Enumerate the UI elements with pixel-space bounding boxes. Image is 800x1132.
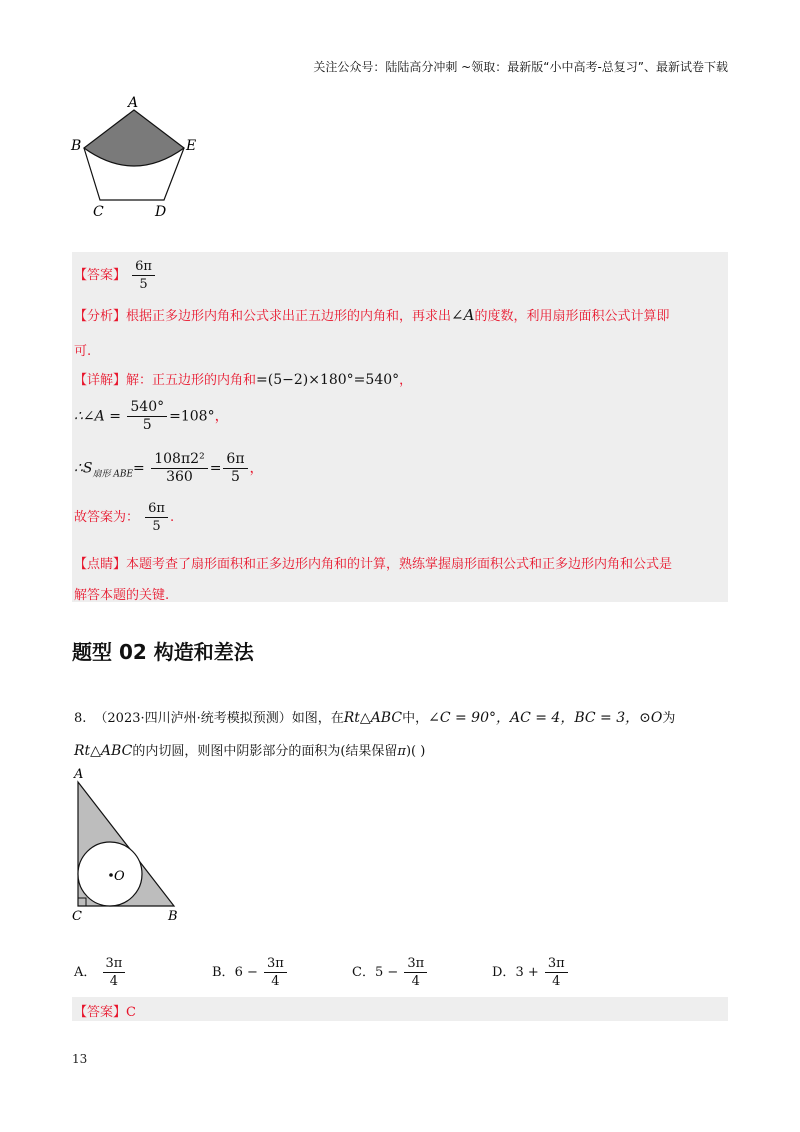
step3-eq: = bbox=[133, 460, 145, 477]
final-answer-line bbox=[74, 500, 174, 535]
question-line2-end: )( ) bbox=[405, 744, 426, 759]
detail-comma: ， bbox=[399, 373, 413, 388]
step3-denominator: 360 bbox=[166, 469, 193, 485]
answer-box-q8 bbox=[72, 997, 728, 1021]
choice-c-num: 3π bbox=[404, 955, 427, 973]
comment-text-a: 本题考查了扇形面积和正多边形内角和的计算，熟练掌握扇形面积公式和正多边形内角和公式是 bbox=[126, 557, 673, 572]
detail-intro: 解：正五边形的内角和 bbox=[126, 373, 257, 388]
choice-a-num: 3π bbox=[103, 955, 126, 973]
pentagon-figure bbox=[66, 92, 206, 222]
final-text: 故答案为： bbox=[74, 510, 140, 525]
choice-d-num: 3π bbox=[545, 955, 568, 973]
choice-b-prefix: 6 − bbox=[234, 965, 258, 980]
choice-a bbox=[74, 955, 127, 990]
step3-numerator: 108π2² bbox=[151, 451, 207, 469]
step2-result: =108° bbox=[169, 408, 215, 425]
step3-comma: ， bbox=[249, 460, 264, 477]
answer-line bbox=[74, 258, 157, 293]
shaded-sector bbox=[84, 110, 184, 166]
choice-a-den: 4 bbox=[109, 974, 119, 989]
step3-prefix: ∴S bbox=[74, 460, 93, 477]
final-numerator: 6π bbox=[145, 500, 168, 518]
label-c2: C bbox=[72, 909, 82, 924]
final-denominator: 5 bbox=[152, 519, 161, 534]
comment-line bbox=[74, 553, 672, 572]
center-dot bbox=[109, 873, 113, 877]
choice-b-num: 3π bbox=[264, 955, 287, 973]
step3-fraction bbox=[151, 451, 207, 486]
choice-a-label: A． bbox=[74, 965, 97, 980]
comment-tag: 【点睛】 bbox=[74, 557, 127, 572]
choice-d-label: D． bbox=[492, 965, 516, 980]
answer-q8-value: C bbox=[126, 1005, 136, 1020]
question-wei: 为 bbox=[662, 711, 676, 726]
step2-denominator: 5 bbox=[142, 417, 152, 433]
question-mid: 中， bbox=[402, 711, 429, 726]
analysis-text-b: 的度数，利用扇形面积公式计算即 bbox=[474, 309, 670, 324]
step3-numerator-2: 6π bbox=[223, 451, 247, 469]
label-b: B bbox=[71, 138, 82, 154]
choice-c bbox=[352, 955, 429, 990]
question-number: 8. bbox=[74, 711, 87, 726]
label-c: C bbox=[93, 204, 104, 220]
question-condition: ∠C = 90°，AC = 4，BC = 3，⊙O bbox=[428, 710, 663, 726]
question-rt2: Rt△ABC bbox=[74, 743, 133, 759]
label-d: D bbox=[155, 204, 167, 220]
label-b2: B bbox=[168, 909, 178, 924]
choice-d bbox=[492, 955, 570, 990]
choice-c-fraction bbox=[404, 955, 427, 990]
answer-numerator: 6π bbox=[132, 258, 155, 276]
question-8-line-1 bbox=[74, 707, 675, 727]
step-sector-area bbox=[74, 451, 264, 486]
analysis-text-a: 根据正多边形内角和公式求出正五边形的内角和，再求出 bbox=[126, 309, 452, 324]
step2-prefix: ∴∠A = bbox=[74, 408, 121, 425]
choice-b bbox=[212, 955, 289, 990]
choice-c-den: 4 bbox=[411, 974, 420, 989]
question-pi: π bbox=[397, 744, 406, 759]
page-number: 13 bbox=[72, 1052, 88, 1066]
answer-q8-line bbox=[74, 1001, 136, 1020]
step2-numerator: 540° bbox=[127, 399, 167, 417]
choice-c-label: C． bbox=[352, 965, 375, 980]
answer-tag: 【答案】 bbox=[74, 268, 127, 283]
choice-b-den: 4 bbox=[271, 974, 280, 989]
label-e: E bbox=[186, 138, 197, 154]
detail-tag: 【详解】 bbox=[74, 373, 127, 388]
answer-q8-tag: 【答案】 bbox=[74, 1005, 127, 1020]
step2-fraction bbox=[127, 399, 167, 434]
analysis-angle: ∠A bbox=[451, 306, 475, 324]
choice-d-den: 4 bbox=[552, 974, 561, 989]
analysis-line bbox=[74, 305, 669, 324]
choice-d-prefix: 3 + bbox=[515, 965, 539, 980]
step2-comma: ， bbox=[214, 408, 229, 425]
detail-expression: =(5−2)×180°=540° bbox=[256, 372, 400, 388]
step3-fraction-2 bbox=[223, 451, 247, 486]
analysis-line-2: 可. bbox=[74, 344, 92, 359]
label-a2: A bbox=[74, 767, 84, 782]
step3-subscript: 扇形 ABE bbox=[92, 469, 134, 480]
step3-eq2: = bbox=[209, 460, 222, 477]
choice-d-fraction bbox=[545, 955, 568, 990]
analysis-tag: 【分析】 bbox=[74, 309, 127, 324]
label-a: A bbox=[128, 95, 139, 111]
section-title: 题型 02 构造和差法 bbox=[72, 640, 254, 664]
question-source: （2023·四川泸州·统考模拟预测）如图，在 bbox=[94, 711, 344, 726]
final-fraction bbox=[145, 500, 168, 535]
choice-b-fraction bbox=[264, 955, 287, 990]
choice-c-prefix: 5 − bbox=[374, 965, 399, 980]
choice-a-fraction bbox=[103, 955, 126, 990]
label-o: O bbox=[114, 869, 125, 884]
question-rt1: Rt△ABC bbox=[343, 710, 403, 726]
step-angle-a bbox=[74, 399, 229, 434]
choice-b-label: B． bbox=[212, 965, 235, 980]
question-8-line-2 bbox=[74, 740, 425, 759]
detail-line bbox=[74, 369, 412, 388]
question-line2: 的内切圆，则图中阴影部分的面积为(结果保留 bbox=[132, 744, 398, 759]
step3-denominator-2: 5 bbox=[231, 469, 240, 485]
triangle-incircle-figure bbox=[66, 766, 186, 926]
final-dot: . bbox=[169, 510, 175, 525]
comment-line-2: 解答本题的关键. bbox=[74, 588, 170, 603]
page-header: 关注公众号：陆陆高分冲刺 ~领取：最新版“小中高考-总复习”、最新试卷下载 bbox=[313, 60, 728, 74]
answer-fraction bbox=[132, 258, 155, 293]
answer-denominator: 5 bbox=[139, 277, 148, 292]
